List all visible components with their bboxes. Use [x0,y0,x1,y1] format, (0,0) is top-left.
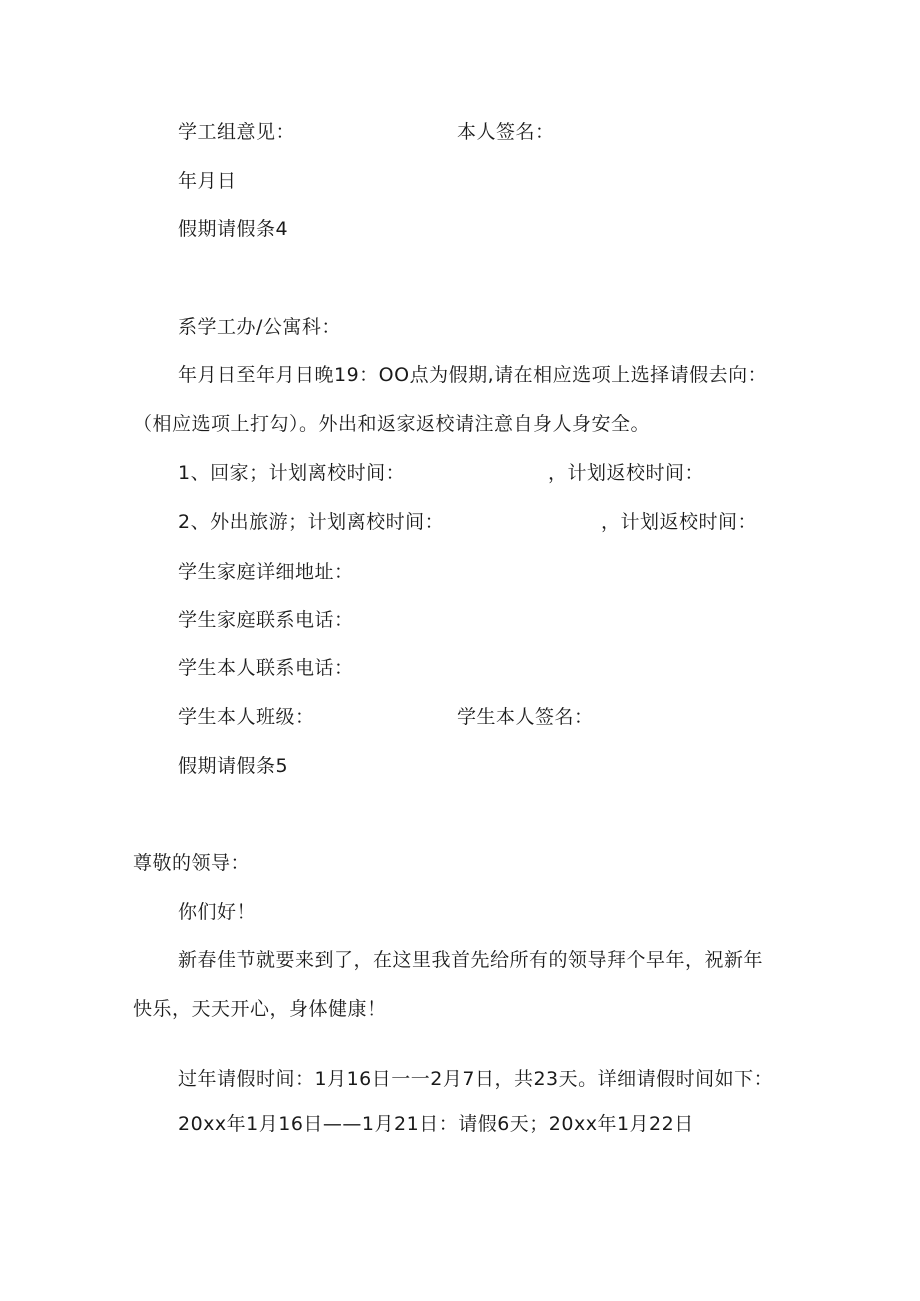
addressee-leaders: 尊敬的领导： [133,852,251,874]
leave-detail: 20xx年1月16日——1月21日：请假6天；20xx年1月22日 [178,1113,694,1135]
option-home-departure: 1、回家；计划离校时间： [178,462,406,484]
option-travel-departure: 2、外出旅游；计划离校时间： [178,511,445,533]
date-line: 年月日 [178,170,237,192]
paragraph-line-1: 新春佳节就要来到了，在这里我首先给所有的领导拜个早年，祝新年 [178,949,764,971]
home-address-label: 学生家庭详细地址： [178,561,354,583]
own-phone-label: 学生本人联系电话： [178,657,354,679]
body-text-line-1: 年月日至年月日晚19：OO点为假期,请在相应选项上选择请假去向： [178,364,768,386]
study-group-opinion-label: 学工组意见： [178,121,296,143]
section-title-4: 假期请假条4 [178,218,289,240]
greeting: 你们好！ [178,901,257,923]
option-home-return: ，计划返校时间： [548,462,705,484]
section-title-5: 假期请假条5 [178,755,289,777]
addressee-department: 系学工办/公寓科： [178,316,341,338]
body-text-line-2: （相应选项上打勾）。外出和返家返校请注意自身人身安全。 [133,413,651,435]
self-signature-label: 本人签名： [457,121,555,143]
option-travel-return: ，计划返校时间： [601,511,758,533]
leave-summary: 过年请假时间：1月16日一一2月7日，共23天。详细请假时间如下： [178,1068,774,1090]
paragraph-line-2: 快乐，天天开心，身体健康！ [133,998,387,1020]
student-signature-label: 学生本人签名： [457,706,594,728]
class-label: 学生本人班级： [178,706,315,728]
home-phone-label: 学生家庭联系电话： [178,609,354,631]
